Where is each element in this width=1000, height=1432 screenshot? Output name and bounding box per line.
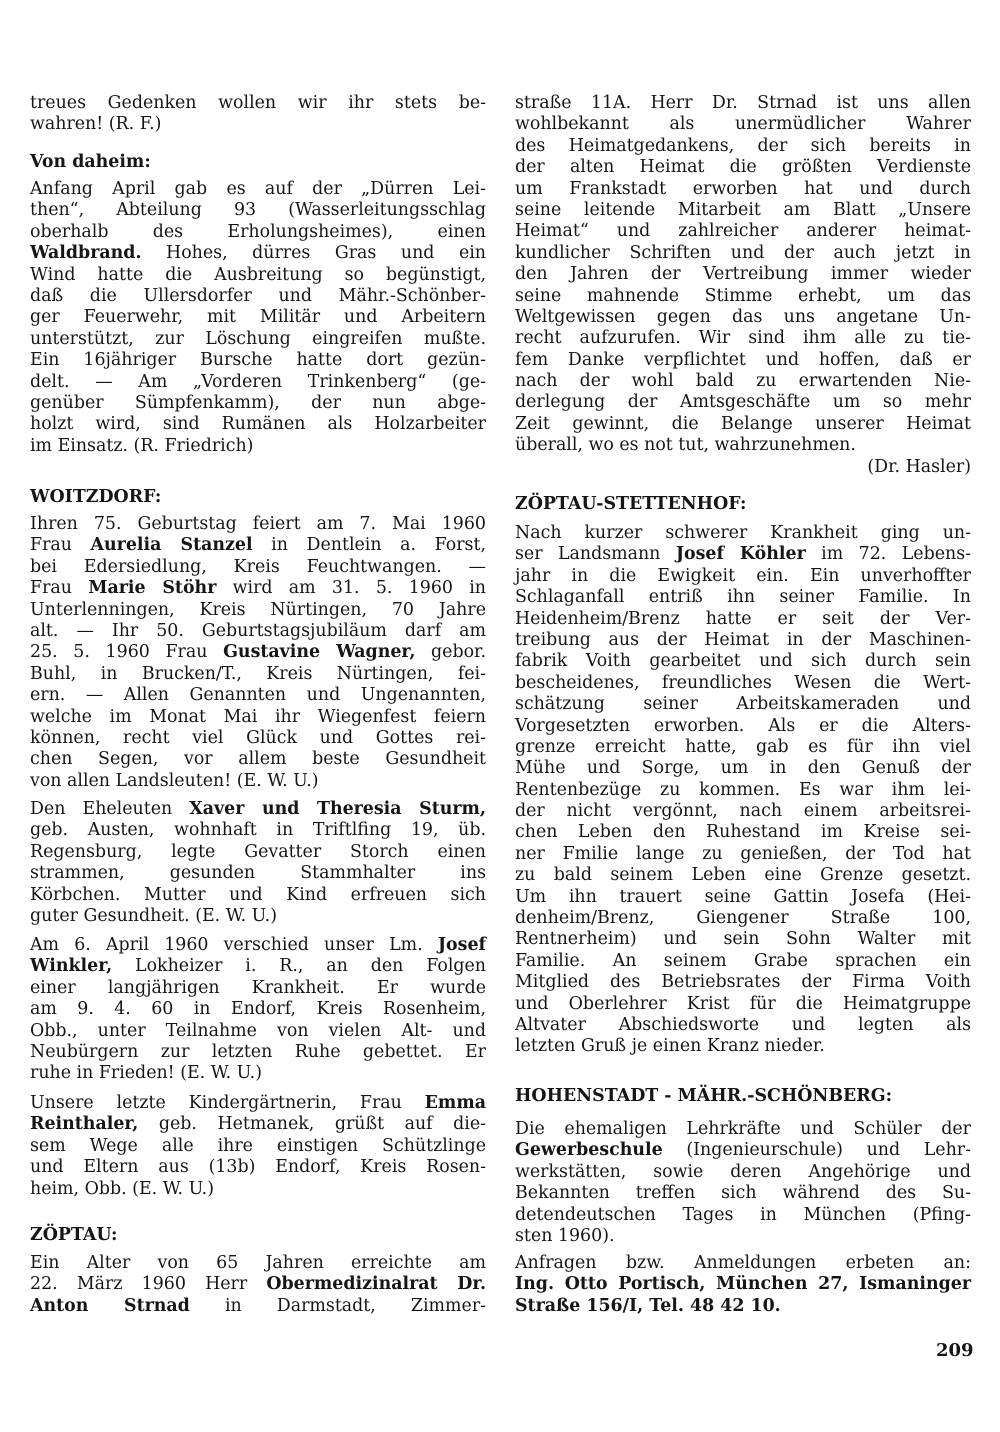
text-segment: Frau — [30, 535, 91, 556]
text-line: Schlaganfall entriß ihn seiner Familie. In — [515, 587, 971, 608]
section-heading: HOHENSTADT - MÄHR.-SCHÖNBERG: — [515, 1086, 893, 1106]
bold-name: Josef Köhler — [675, 544, 806, 565]
text-line: können, recht viel Glück und Gottes rei- — [30, 727, 486, 748]
text-line: seine leitende Mitarbeit am Blatt „Unsere — [515, 199, 971, 220]
text-line: derlegung der Amtsgeschäfte um so mehr — [515, 392, 971, 413]
bold-name: Josef — [437, 935, 486, 955]
text-line: holzt wird, sind Rumänen als Holzarbeiter — [30, 414, 486, 435]
bold-name: Anton Strnad — [30, 1295, 190, 1316]
text-segment: im 72. Lebens- — [805, 544, 971, 565]
text-line: Ihren 75. Geburtstag feiert am 7. Mai 1960 — [30, 514, 486, 534]
text-line — [30, 935, 486, 956]
text-line: chen Leben den Ruhestand im Kreise sei- — [515, 822, 971, 843]
text-line: delt. — Am „Vorderen Trinkenberg“ (ge- — [30, 371, 486, 392]
text-line: oberhalb des Erholungsheimes), einen — [30, 221, 486, 242]
text-line: zu bald seinem Leben eine Grenze gesetzt. — [515, 865, 971, 886]
text-line: guter Gesundheit. (E. W. U.) — [30, 905, 277, 926]
text-line: Heidenheim/Brenz hatte er seit der Ver- — [515, 608, 971, 629]
bold-name: Xaver und Theresia Sturm, — [189, 799, 486, 819]
text-line: Mühe und Sorge, um in den Genuß der — [515, 758, 971, 779]
text-line: des Heimatgedankens, der sich bereits in — [515, 135, 971, 156]
text-line: von allen Landsleuten! (E. W. U.) — [30, 770, 319, 791]
text-segment: wird am 31. 5. 1960 in — [216, 578, 486, 599]
text-line — [515, 1140, 971, 1161]
text-line: daß die Ullersdorfer und Mähr.-Schönber- — [30, 285, 486, 306]
text-line: Heimat“ und zahlreicher anderer heimat- — [515, 221, 971, 242]
text-line — [515, 1274, 971, 1295]
text-line: wahren! (R. F.) — [30, 114, 162, 135]
paragraph — [30, 1253, 486, 1317]
bold-name: Waldbrand. — [30, 243, 142, 264]
text-line: seine mahnende Stimme erhebt, um das — [515, 285, 971, 306]
text-line: den Jahren der Vertreibung immer wieder — [515, 264, 971, 285]
text-line: ner Fmilie lange zu genießen, der Tod hat — [515, 843, 971, 864]
text-line: then“, Abteilung 93 (Wasserleitungsschlag — [30, 200, 486, 221]
text-line — [30, 1093, 486, 1114]
section-heading: Von daheim: — [30, 152, 151, 172]
text-segment: 22. März 1960 Herr — [30, 1274, 267, 1295]
bold-name: Ing. Otto Portisch, München 27, Ismaninger — [515, 1274, 971, 1295]
text-segment: Lokheizer i. R., an den Folgen — [112, 956, 486, 977]
text-line: Obb., unter Teilnahme von vielen Alt- und — [30, 1020, 486, 1041]
paragraph — [30, 93, 486, 136]
text-line: welche im Monat Mai ihr Wiegenfest feiern — [30, 706, 486, 727]
text-line — [30, 578, 486, 599]
text-line: der alten Heimat die größten Verdienste — [515, 157, 971, 178]
text-line: am 9. 4. 60 in Endorf, Kreis Rosenheim, — [30, 999, 486, 1020]
text-line: Rentenbezüge zu kommen. Es war ihm lei- — [515, 779, 971, 800]
text-line: Mitglied des Betriebsrates der Firma Voith — [515, 972, 971, 993]
bold-name: Aurelia Stanzel — [90, 535, 253, 556]
bold-name: Reinthaler, — [30, 1114, 139, 1135]
paragraph — [30, 514, 486, 792]
text-line: ruhe in Frieden! (E. W. U.) — [30, 1063, 262, 1084]
text-line: recht aufzurufen. Wir sind ihm alle zu tie- — [515, 328, 971, 349]
text-segment: Frau — [30, 578, 89, 599]
bold-name: Gewerbeschule — [515, 1140, 663, 1161]
text-line: um Frankstadt erworben hat und durch — [515, 178, 971, 199]
text-segment: in Darmstadt, Zimmer- — [189, 1295, 487, 1316]
text-line: Regensburg, legte Gevatter Storch einen — [30, 841, 486, 862]
text-line — [515, 1296, 971, 1317]
text-line: Weltgewissen gegen das uns angetane Un- — [515, 306, 971, 327]
text-line: genüber Sümpfenkamm), der nun abge- — [30, 392, 486, 413]
text-line — [30, 799, 486, 820]
bold-name: Gustavine Wagner, — [223, 642, 416, 663]
text-line: fabrik Voith gearbeitet und sich durch sein — [515, 651, 971, 672]
page-number: 209 — [936, 1340, 974, 1361]
text-line: denheim/Brenz, Giengener Straße 100, — [515, 908, 971, 929]
text-line: Bekannten treffen sich während des Su- — [515, 1183, 971, 1204]
text-line: Anfragen bzw. Anmeldungen erbeten an: — [515, 1253, 971, 1273]
text-line: geb. Austen, wohnhaft in Triftlfing 19, üb. — [30, 820, 486, 841]
text-line: kundlicher Schriften und der auch jetzt in — [515, 242, 971, 263]
text-line: heim, Obb. (E. W. U.) — [30, 1178, 214, 1199]
text-line: überall, wo es not tut, wahrzunehmen. — [515, 435, 856, 456]
text-line: Wind hatte die Ausbreitung so begünstigt, — [30, 264, 486, 285]
paragraph — [515, 523, 971, 1058]
section-heading: ZÖPTAU-STETTENHOF: — [515, 494, 747, 514]
text-segment: (Ingenieurschule) und Lehr- — [662, 1140, 971, 1161]
paragraph — [515, 1119, 971, 1247]
paragraph — [30, 935, 486, 1085]
text-segment: Den Eheleuten — [30, 799, 190, 819]
bold-name: Marie Stöhr — [88, 578, 217, 599]
text-line: straße 11A. Herr Dr. Strnad ist uns allen — [515, 93, 971, 113]
text-line: Buhl, in Brucken/T., Kreis Nürtingen, fei- — [30, 663, 486, 684]
text-line: bei Edersiedlung, Kreis Feuchtwangen. — — [30, 556, 486, 577]
text-line: detendeutschen Tages in München (Pfing- — [515, 1204, 971, 1225]
text-line: bescheidenes, freundliches Wesen die Wert- — [515, 672, 971, 693]
text-line: Neubürgern zur letzten Ruhe gebettet. Er — [30, 1041, 486, 1062]
text-segment: in Dentlein a. Forst, — [252, 535, 486, 556]
text-segment: 25. 5. 1960 Frau — [30, 642, 224, 663]
bold-name: Straße 156/I, Tel. 48 42 10. — [515, 1295, 781, 1316]
text-line: Altvater Abschiedsworte und legten als — [515, 1014, 971, 1035]
text-line — [30, 956, 486, 977]
text-line: Familie. An seinem Grabe sprachen ein — [515, 950, 971, 971]
bold-name: Obermedizinalrat Dr. — [266, 1274, 486, 1295]
text-line: Ein Alter von 65 Jahren erreichte am — [30, 1253, 486, 1273]
text-segment: Am 6. April 1960 verschied unser Lm. — [30, 935, 438, 955]
paragraph — [30, 799, 486, 927]
text-line: Unterlenningen, Kreis Nürtingen, 70 Jahre — [30, 599, 486, 620]
text-line: ern. — Allen Genannten und Ungenannten, — [30, 685, 486, 706]
section-heading: WOITZDORF: — [30, 487, 162, 507]
text-line: der nicht vergönnt, nach einem arbeitsrei- — [515, 801, 971, 822]
text-line: werkstätten, sowie deren Angehörige und — [515, 1161, 971, 1182]
text-line: unterstützt, zur Löschung eingreifen mußte. — [30, 328, 486, 349]
paragraph — [30, 179, 486, 457]
bold-name: Winkler, — [30, 956, 113, 977]
text-line — [30, 1274, 486, 1295]
text-line: Ein 16jähriger Bursche hatte dort gezün- — [30, 350, 486, 371]
text-line: und Eltern aus (13b) Endorf, Kreis Rosen- — [30, 1157, 486, 1178]
text-line: letzten Gruß je einen Kranz nieder. — [515, 1036, 825, 1057]
text-line: grenze erreicht hatte, gab es für ihn viel — [515, 736, 971, 757]
text-line: Vorgesetzten erworben. Als er die Alters- — [515, 715, 971, 736]
text-line: einer langjährigen Krankheit. Er wurde — [30, 977, 486, 998]
text-line: Nach kurzer schwerer Krankheit ging un- — [515, 523, 971, 543]
text-line: chen Segen, vor allem beste Gesundheit — [30, 749, 486, 770]
text-line: treues Gedenken wollen wir ihr stets be- — [30, 93, 486, 113]
text-line: Um ihn trauert seine Gattin Josefa (Hei- — [515, 886, 971, 907]
text-line: Anfang April gab es auf der „Dürren Lei- — [30, 179, 486, 199]
text-line: alt. — Ihr 50. Geburtstagsjubiläum darf am — [30, 620, 486, 641]
text-line: jahr in die Ewigkeit ein. Ein unverhoffter — [515, 565, 971, 586]
text-line — [30, 535, 486, 556]
text-line: im Einsatz. (R. Friedrich) — [30, 435, 254, 456]
text-line: Die ehemaligen Lehrkräfte und Schüler der — [515, 1119, 971, 1139]
text-line — [30, 243, 486, 264]
text-line: schätzung seiner Arbeitskameraden und — [515, 694, 971, 715]
text-line: sem Wege alle ihre einstigen Schützlinge — [30, 1135, 486, 1156]
text-line: Körbchen. Mutter und Kind erfreuen sich — [30, 884, 486, 905]
text-line: nach der wohl bald zu erwartenden Nie- — [515, 371, 971, 392]
text-line: treibung aus der Heimat in der Maschinen- — [515, 629, 971, 650]
paragraph — [515, 1253, 971, 1317]
text-segment: ser Landsmann — [515, 544, 676, 565]
text-segment: gebor. — [415, 642, 486, 663]
text-line: ger Feuerwehr, mit Militär und Arbeitern — [30, 307, 486, 328]
text-segment: Unsere letzte Kindergärtnerin, Frau — [30, 1093, 425, 1113]
paragraph — [30, 1093, 486, 1200]
text-line — [30, 642, 486, 663]
author-signature: (Dr. Hasler) — [867, 456, 971, 477]
text-line — [515, 544, 971, 565]
paragraph — [515, 93, 971, 478]
section-heading: ZÖPTAU: — [30, 1225, 118, 1245]
text-line: und Oberlehrer Krist für die Heimatgruppe — [515, 993, 971, 1014]
text-line: wohlbekannt als unermüdlicher Wahrer — [515, 114, 971, 135]
text-segment: Hohes, dürres Gras und ein — [141, 243, 486, 264]
text-line: Rentnerheim) und sein Sohn Walter mit — [515, 929, 971, 950]
text-line: sten 1960). — [515, 1225, 615, 1246]
text-segment: geb. Hetmanek, grüßt auf die- — [138, 1114, 486, 1135]
bold-name: Emma — [424, 1093, 486, 1113]
text-line: Zeit gewinnt, die Belange unserer Heimat — [515, 413, 971, 434]
text-line — [30, 1296, 486, 1317]
text-line: fem Danke verpflichtet und hoffen, daß er — [515, 349, 971, 370]
text-line: strammen, gesunden Stammhalter ins — [30, 863, 486, 884]
text-line — [30, 1114, 486, 1135]
